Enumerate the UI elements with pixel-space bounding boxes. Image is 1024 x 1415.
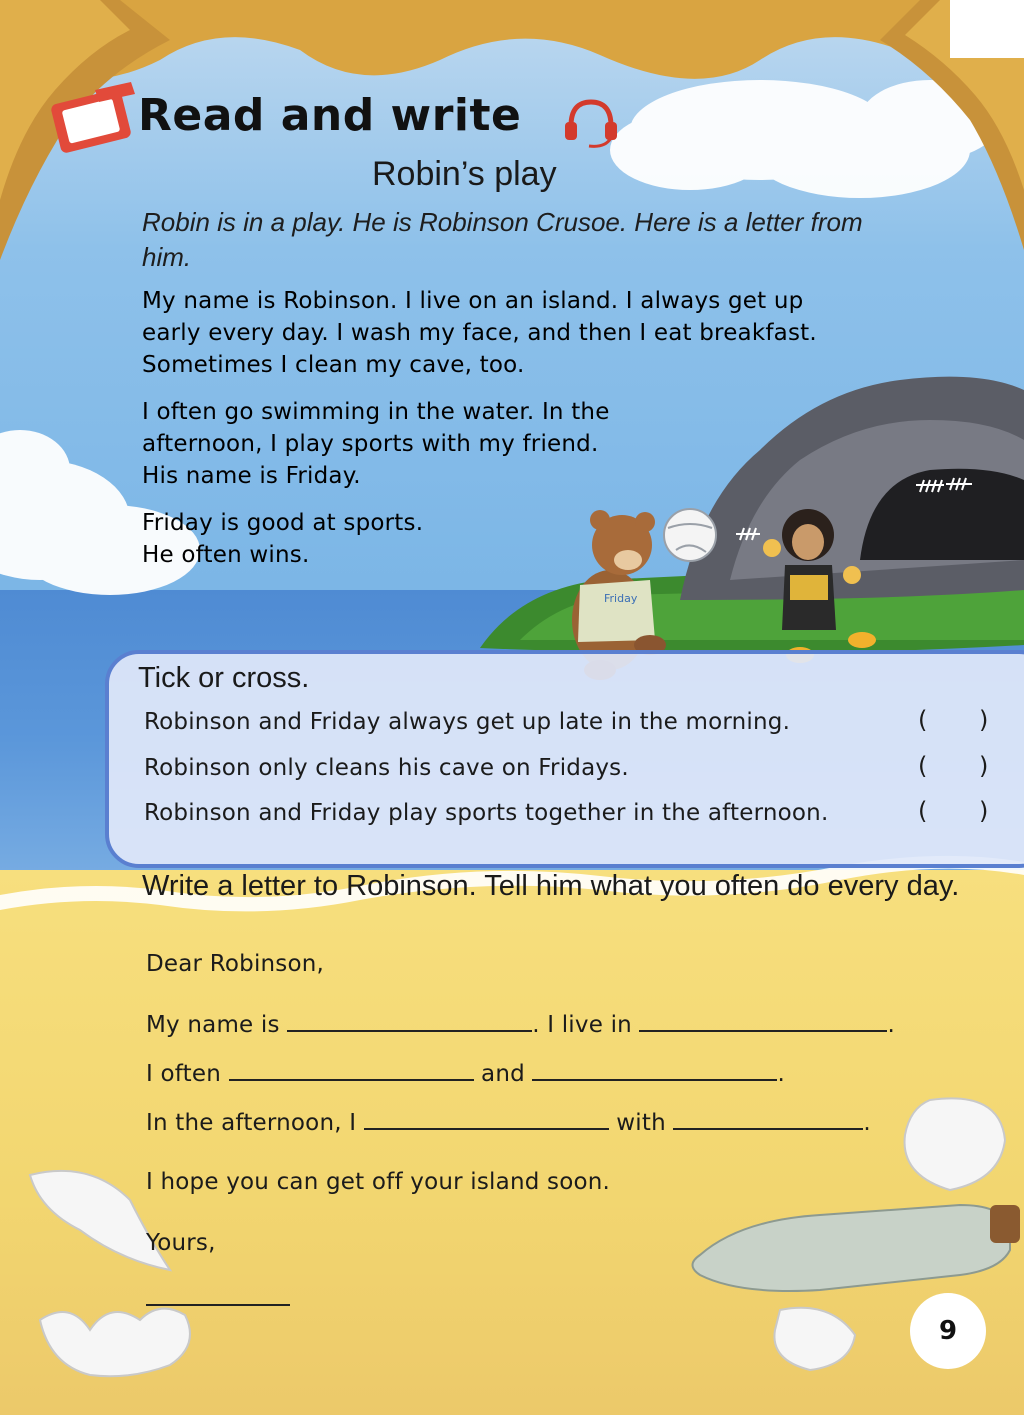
write-line-text: My name is (146, 1012, 280, 1038)
write-line-text: . (863, 1110, 871, 1136)
write-line-text: In the afternoon, I (146, 1110, 357, 1136)
write-line-text: and (481, 1061, 525, 1087)
tick-statement-2: Robinson only cleans his cave on Fridays. (144, 755, 629, 781)
letter-line: early every day. I wash my face, and then I eat breakfast. (142, 320, 817, 346)
letter-closing-line: I hope you can get off your island soon. (146, 1169, 611, 1195)
write-line-text: . (777, 1061, 785, 1087)
answer-bracket-2[interactable]: ( ) (918, 752, 1011, 780)
answer-blank-activity-2[interactable] (532, 1057, 777, 1081)
tick-or-cross-title: Tick or cross. (138, 662, 310, 694)
answer-blank-with[interactable] (673, 1106, 863, 1130)
letter-line: Sometimes I clean my cave, too. (142, 352, 525, 378)
bear-shirt-label: Friday (604, 592, 638, 605)
answer-blank-name[interactable] (287, 1008, 532, 1032)
write-line-text: . (887, 1012, 895, 1038)
answer-blank-signature[interactable] (146, 1282, 290, 1306)
writing-task-instruction: Write a letter to Robinson. Tell him what you often do every day. (142, 870, 960, 902)
write-line-text: I often (146, 1061, 222, 1087)
write-line-text: . I live in (532, 1012, 632, 1038)
answer-blank-place[interactable] (639, 1008, 887, 1032)
letter-paragraph-3 (142, 507, 423, 571)
letter-line: My name is Robinson. I live on an island. I always get up (142, 288, 804, 314)
answer-bracket-3[interactable]: ( ) (918, 797, 1011, 825)
write-line-text: with (616, 1110, 666, 1136)
letter-line: He often wins. (142, 542, 310, 568)
letter-line: Friday is good at sports. (142, 510, 424, 536)
answer-blank-activity-1[interactable] (229, 1057, 474, 1081)
page-number: 9 (910, 1293, 986, 1369)
answer-blank-afternoon[interactable] (364, 1106, 609, 1130)
write-line-2 (146, 1057, 785, 1090)
write-line-1 (146, 1008, 895, 1041)
tick-statement-1: Robinson and Friday always get up late in the morning. (144, 709, 791, 735)
letter-line: His name is Friday. (142, 463, 361, 489)
write-line-3 (146, 1106, 871, 1139)
letter-line: afternoon, I play sports with my friend. (142, 431, 599, 457)
story-title: Robin’s play (372, 155, 557, 193)
letter-signoff: Yours, (146, 1230, 216, 1256)
story-intro: Robin is in a play. He is Robinson Crusoe. Here is a letter from him. (142, 207, 863, 272)
letter-greeting: Dear Robinson, (146, 951, 325, 977)
letter-paragraph-2 (142, 396, 610, 492)
section-title: Read and write (138, 90, 522, 141)
tick-statement-3: Robinson and Friday play sports together in the afternoon. (144, 800, 829, 826)
letter-paragraph-1 (142, 285, 817, 381)
answer-bracket-1[interactable]: ( ) (918, 706, 1011, 734)
letter-line: I often go swimming in the water. In the (142, 399, 610, 425)
